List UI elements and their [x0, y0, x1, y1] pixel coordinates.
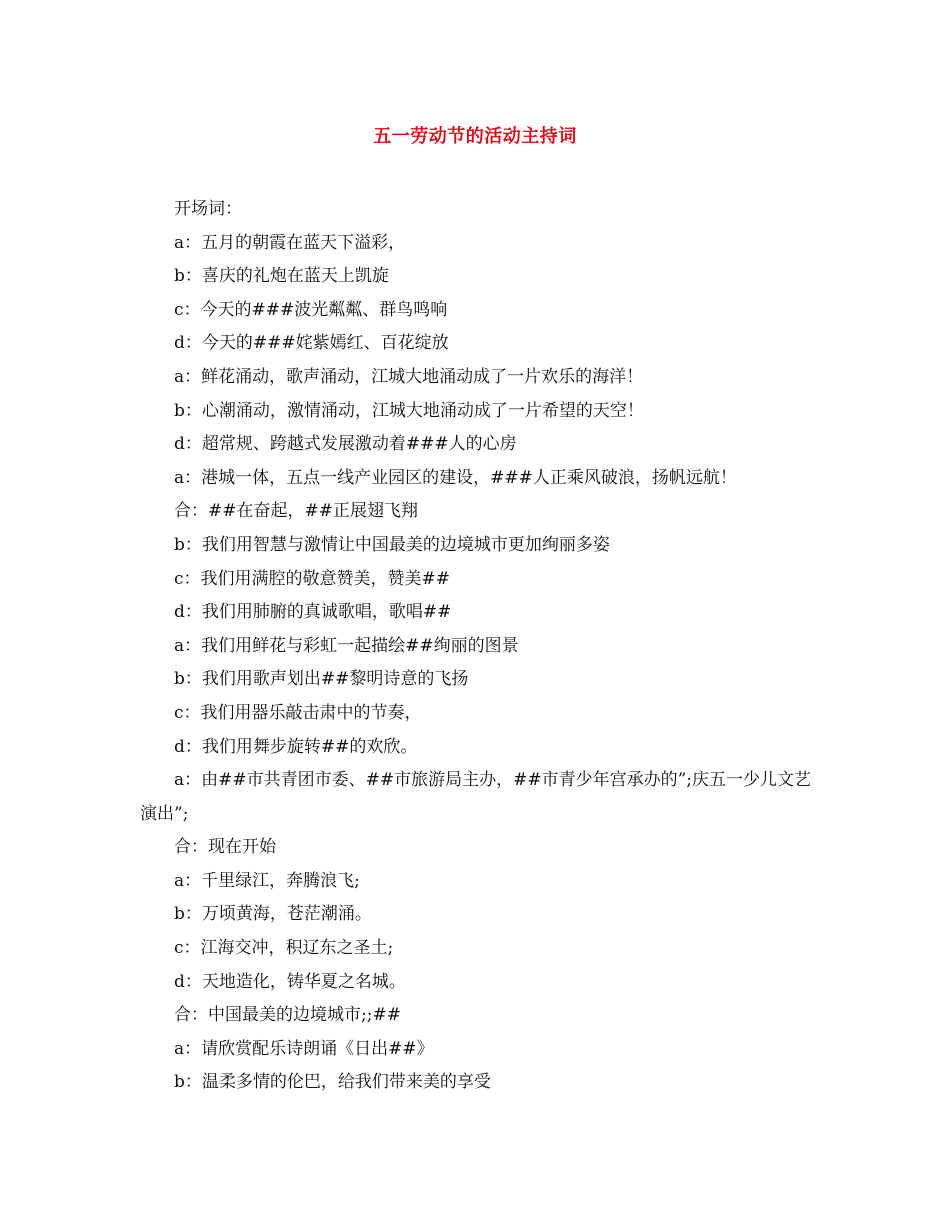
paragraph: d：我们用肺腑的真诚歌唱，歌唱##	[174, 602, 452, 623]
paragraph: 合：##在奋起，##正展翅飞翔	[174, 501, 418, 522]
paragraph: c：我们用满腔的敬意赞美，赞美##	[174, 568, 451, 589]
paragraph: b：温柔多情的伦巴，给我们带来美的享受	[174, 1072, 491, 1093]
paragraph: a：鲜花涌动，歌声涌动，江城大地涌动成了一片欢乐的海洋！	[174, 366, 644, 387]
paragraph: 合：中国最美的边境城市;;##	[174, 1005, 401, 1026]
paragraph: c：我们用器乐敲击肃中的节奏，	[174, 702, 422, 723]
paragraph: a：我们用鲜花与彩虹一起描绘##绚丽的图景	[174, 635, 519, 656]
paragraph: b：万顷黄海，苍茫潮涌。	[174, 904, 372, 925]
paragraph: 合：现在开始	[174, 837, 276, 858]
paragraph: b：心潮涌动，激情涌动，江城大地涌动成了一片希望的天空！	[174, 400, 644, 421]
paragraph: d：超常规、跨越式发展激动着###人的心房	[174, 434, 517, 455]
paragraph: a：由##市共青团市委、##市旅游局主办，##市青少年宫承办的”;庆五一少儿文艺演出”;	[140, 770, 812, 824]
paragraph: d：天地造化，铸华夏之名城。	[174, 971, 406, 992]
paragraph: d：今天的###姹紫嫣红、百花绽放	[174, 333, 449, 354]
paragraph: b：我们用智慧与激情让中国最美的边境城市更加绚丽多姿	[174, 534, 610, 555]
paragraph: d：我们用舞步旋转##的欢欣。	[174, 736, 418, 757]
document-body	[140, 193, 820, 1100]
paragraph: a：请欣赏配乐诗朗诵《日出##》	[174, 1038, 434, 1059]
paragraph: a：五月的朝霞在蓝天下溢彩，	[174, 232, 406, 253]
document-title: 五一劳动节的活动主持词	[373, 126, 577, 147]
paragraph: b：我们用歌声划出##黎明诗意的飞扬	[174, 669, 469, 690]
paragraph: a：港城一体，五点一线产业园区的建设，###人正乘风破浪，扬帆远航！	[174, 467, 737, 488]
paragraph: c：江海交冲，积辽东之圣土;	[174, 938, 394, 959]
paragraph: b：喜庆的礼炮在蓝天上凯旋	[174, 266, 389, 287]
paragraph: a：千里绿江，奔腾浪飞;	[174, 870, 360, 891]
paragraph: c：今天的###波光粼粼、群鸟鸣响	[174, 299, 448, 320]
paragraph: 开场词：	[174, 199, 242, 219]
